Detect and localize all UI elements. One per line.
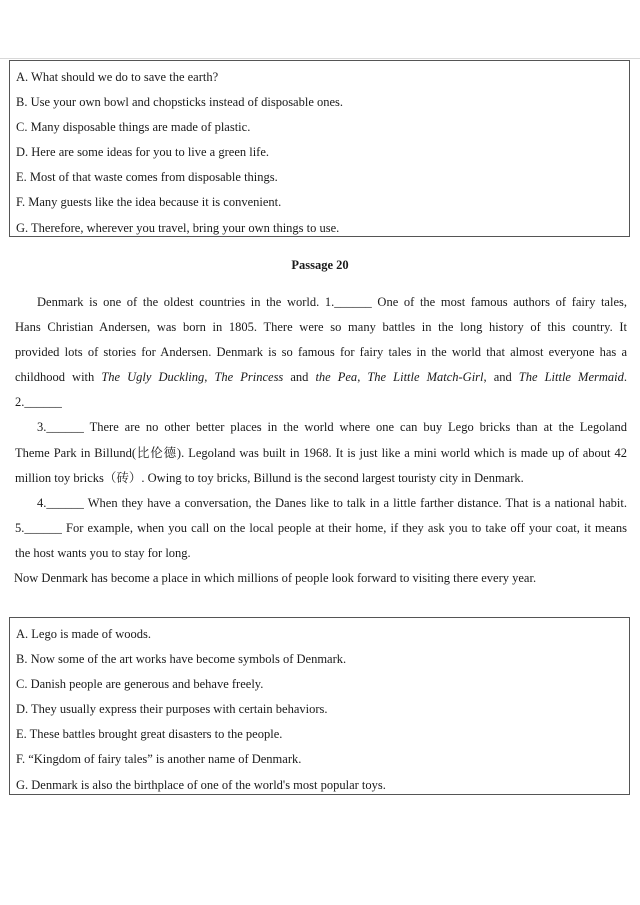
option-b: B. Now some of the art works have become symbols of Denmark.: [16, 652, 347, 667]
options-box-1: [9, 60, 630, 237]
story-title: The Ugly Duckling: [101, 370, 205, 385]
passage-line: Theme Park in Billund(比伦德). Legoland was built in 1968. It is just like a mini world which is made up of about 42: [15, 445, 627, 460]
options-box-2: [9, 617, 630, 795]
option-g: G. Therefore, wherever you travel, bring your own things to use.: [16, 220, 340, 235]
passage-line: 4.______ When they have a conversation, the Danes like to talk in a little farther distance. That is a national habit.: [37, 495, 627, 510]
text-run: .: [623, 370, 627, 385]
story-title: The Little Match-Girl: [367, 370, 484, 385]
option-f: F. Many guests like the idea because it is convenient.: [16, 195, 282, 210]
story-title: The Princess: [214, 370, 284, 385]
passage-line: Now Denmark has become a place in which millions of people look forward to visiting there every year.: [14, 571, 537, 586]
option-c: C. Danish people are generous and behave freely.: [16, 677, 264, 692]
passage-line: million toy bricks（砖）. Owing to toy bricks, Billund is the second largest touristy city in Denmark.: [15, 470, 524, 485]
text-run: , and: [483, 370, 519, 385]
option-g: G. Denmark is also the birthplace of one of the world's most popular toys.: [16, 777, 386, 792]
text-run: ,: [204, 370, 215, 385]
story-title: the Pea: [315, 370, 358, 385]
passage-title: Passage 20: [291, 258, 349, 272]
top-divider: [0, 58, 640, 59]
passage-body: [15, 290, 627, 591]
option-e: E. Most of that waste comes from disposable things.: [16, 170, 278, 185]
passage-line-titles: [15, 365, 627, 390]
option-e: E. These battles brought great disasters to the people.: [16, 727, 283, 742]
option-a: A. What should we do to save the earth?: [16, 70, 219, 84]
text-run: childhood with: [15, 370, 102, 385]
option-b: B. Use your own bowl and chopsticks instead of disposable ones.: [16, 95, 344, 110]
passage-line: 3.______ There are no other better places in the world where one can buy Lego bricks than at the Legoland: [37, 420, 627, 435]
option-f: F. “Kingdom of fairy tales” is another name of Denmark.: [16, 752, 302, 767]
passage-line: 5.______ For example, when you call on the local people at their home, if they ask you to take off your coat, it means: [15, 520, 627, 535]
passage-line: provided lots of stories for Andersen. Denmark is so famous for fairy tales in the world that almost everyone has a: [15, 345, 627, 360]
option-d: D. Here are some ideas for you to live a green life.: [16, 145, 270, 160]
text-run: ,: [357, 370, 368, 385]
passage-line: the host wants you to stay for long.: [15, 545, 191, 560]
option-d: D. They usually express their purposes with certain behaviors.: [16, 702, 328, 717]
story-title: The Little Mermaid: [518, 370, 624, 385]
blank-2: 2.______: [15, 395, 62, 410]
option-a: A. Lego is made of woods.: [16, 627, 152, 641]
text-run: and: [283, 370, 316, 385]
passage-line: Denmark is one of the oldest countries in the world. 1.______ One of the most famous authors of fairy tales,: [37, 295, 627, 309]
option-c: C. Many disposable things are made of plastic.: [16, 120, 251, 135]
passage-line: Hans Christian Andersen, was born in 1805. There were so many battles in the long history of this country. It: [15, 320, 627, 335]
